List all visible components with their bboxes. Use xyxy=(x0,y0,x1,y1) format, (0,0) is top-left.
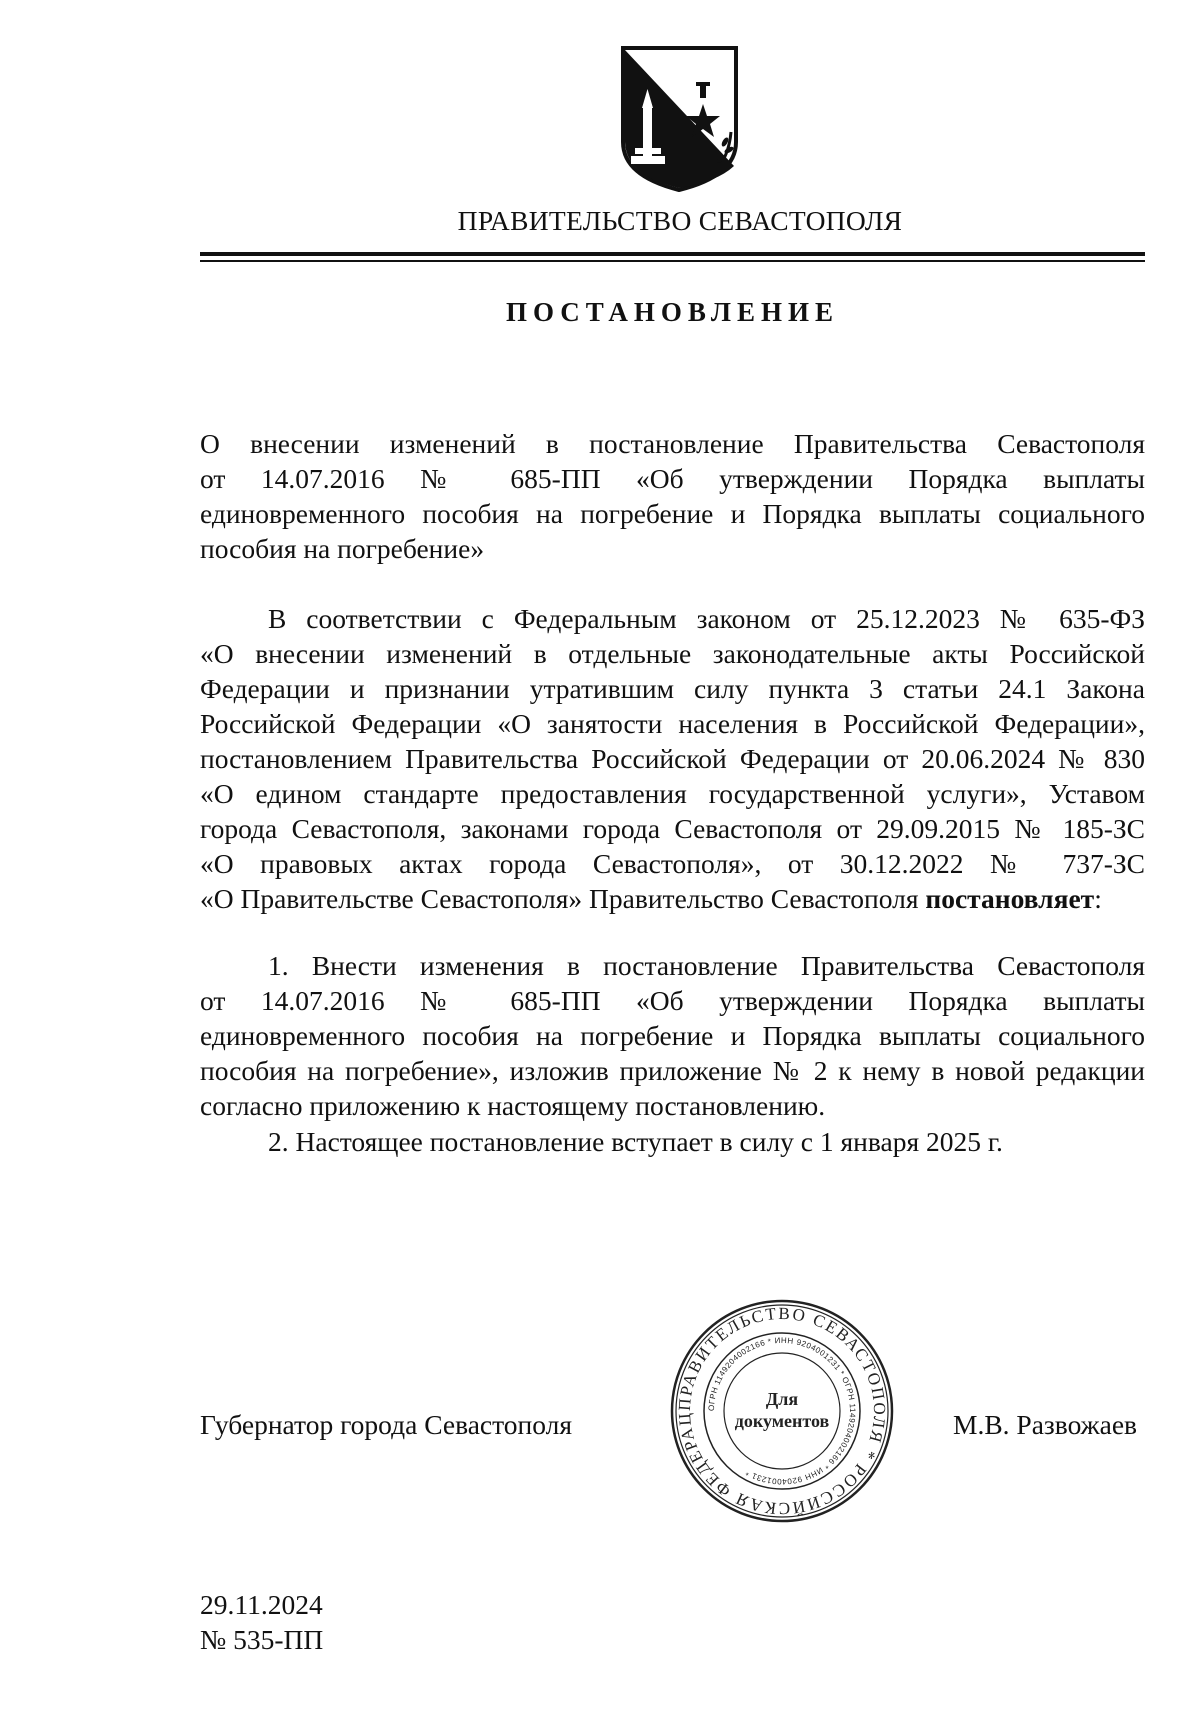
seal-inner-text: ОГРН 1149204002166 * ИНН 9204001231 * ОГРН 1149204002166 * ИНН 9204001231 * xyxy=(706,1335,858,1487)
preamble-line: «О внесении изменений в отдельные законодательные акты Российской xyxy=(200,638,1145,669)
coat-of-arms-icon xyxy=(617,44,742,194)
item-1-line: от 14.07.2016 № 685-ПП «Об утверждении Порядка выплаты xyxy=(200,985,1145,1016)
seal-outer-text: ПРАВИТЕЛЬСТВО СЕВАСТОПОЛЯ * РОССИЙСКАЯ ФЕДЕРАЦ xyxy=(674,1303,890,1519)
preamble-line: города Севастополя, законами города Севастополя от 29.09.2015 № 185-ЗС xyxy=(200,813,1145,844)
preamble-colon: : xyxy=(1094,883,1102,914)
title-line: О внесении изменений в постановление Правительства Севастополя xyxy=(200,428,1145,459)
item-1-line: единовременного пособия на погребение и Порядка выплаты социального xyxy=(200,1020,1145,1051)
preamble xyxy=(200,601,1145,916)
preamble-last-text: «О Правительстве Севастополя» Правительство Севастополя xyxy=(200,883,926,914)
preamble-line: «О едином стандарте предоставления государственной услуги», Уставом xyxy=(200,778,1145,809)
organization-name: ПРАВИТЕЛЬСТВО СЕВАСТОПОЛЯ xyxy=(457,205,903,236)
item-1 xyxy=(200,948,1145,1123)
document-title xyxy=(200,426,1145,566)
preamble-line: В соответствии с Федеральным законом от 25.12.2023 № 635-ФЗ xyxy=(268,603,1145,634)
preamble-line: «О правовых актах города Севастополя», от 30.12.2022 № 737-ЗС xyxy=(200,848,1145,879)
header-rule-thin xyxy=(200,260,1145,262)
document-date: 29.11.2024 xyxy=(200,1589,323,1620)
signatory-name: М.В. Развожаев xyxy=(953,1409,1138,1440)
document-type: ПОСТАНОВЛЕНИЕ xyxy=(505,297,840,327)
seal-center-line-2: документов xyxy=(734,1411,830,1431)
preamble-last-line xyxy=(200,881,1145,916)
title-line: единовременного пособия на погребение и Порядка выплаты социального xyxy=(200,498,1145,529)
item-1-line: пособия на погребение», изложив приложение № 2 к нему в новой редакции xyxy=(200,1055,1145,1086)
item-1-line: согласно приложению к настоящему постановлению. xyxy=(200,1090,826,1121)
signatory-position: Губернатор города Севастополя xyxy=(200,1409,572,1440)
item-1-line: 1. Внести изменения в постановление Правительства Севастополя xyxy=(268,950,1145,981)
seal-center-line-1: Для xyxy=(765,1389,799,1409)
header-rule-thick xyxy=(200,252,1145,256)
document-number: № 535-ПП xyxy=(200,1624,324,1655)
preamble-line: Российской Федерации «О занятости населения в Российской Федерации», xyxy=(200,708,1145,739)
official-seal-stamp xyxy=(668,1297,896,1525)
title-line: пособия на погребение» xyxy=(200,533,485,564)
preamble-line: Федерации и признании утратившим силу пункта 3 статьи 24.1 Закона xyxy=(200,673,1145,704)
preamble-line: постановлением Правительства Российской Федерации от 20.06.2024 № 830 xyxy=(200,743,1145,774)
title-line: от 14.07.2016 № 685-ПП «Об утверждении Порядка выплаты xyxy=(200,463,1145,494)
item-2: 2. Настоящее постановление вступает в силу с 1 января 2025 г. xyxy=(268,1126,1003,1157)
resolves-word: постановляет xyxy=(925,883,1095,914)
